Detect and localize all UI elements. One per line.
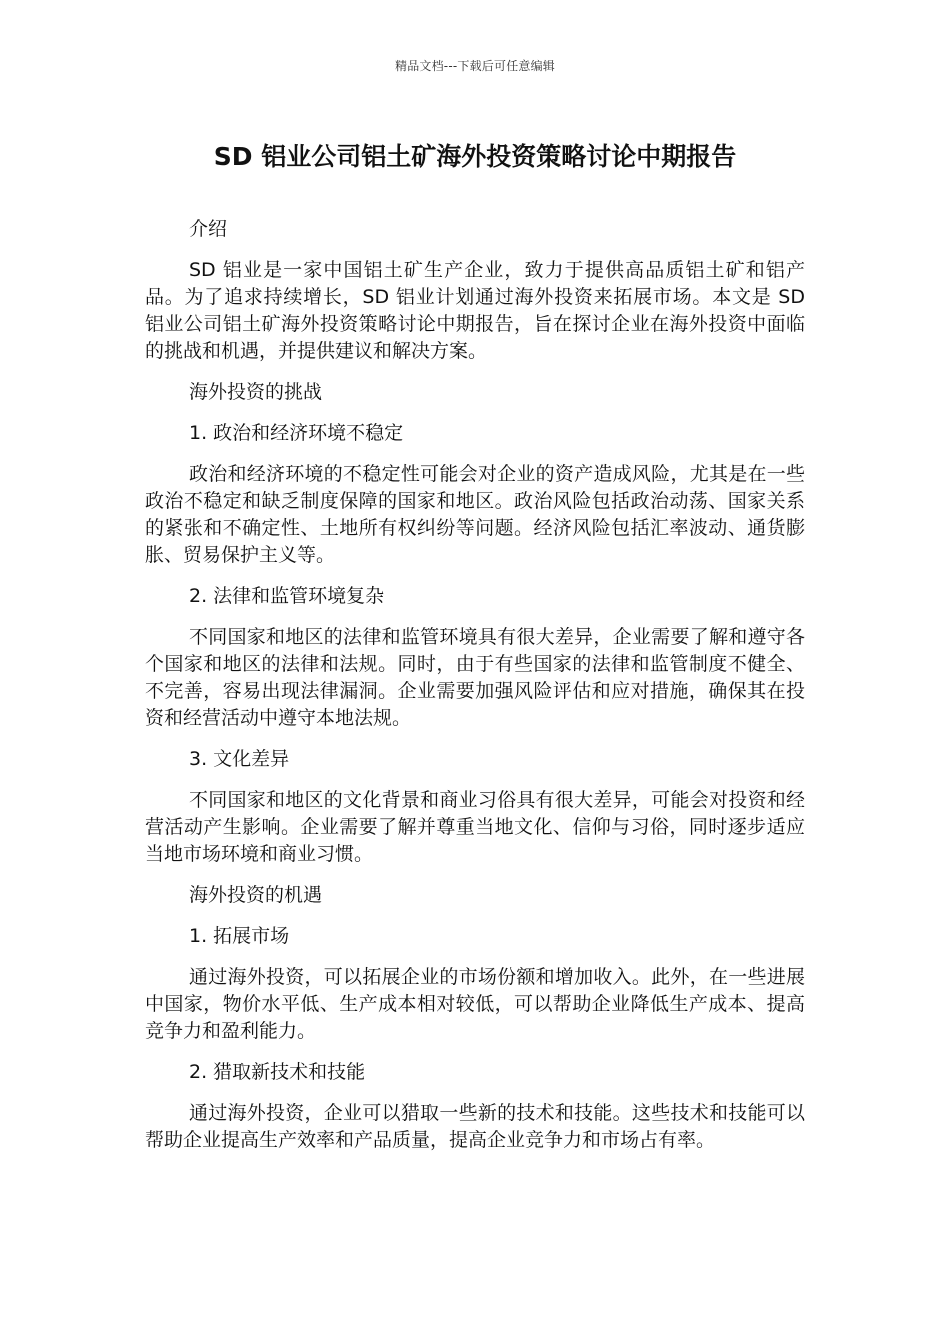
paragraph-cultural-differences: 不同国家和地区的文化背景和商业习俗具有很大差异，可能会对投资和经营活动产生影响。企业需要了解并尊重当地文化、信仰与习俗，同时逐步适应当地市场环境和商业习惯。 [145, 789, 805, 865]
paragraph-expand-market: 通过海外投资，可以拓展企业的市场份额和增加收入。此外，在一些进展中国家，物价水平低、生产成本相对较低，可以帮助企业降低生产成本、提高竞争力和盈利能力。 [145, 966, 805, 1042]
subheading-political-economic: 1. 政治和经济环境不稳定 [189, 422, 404, 444]
section-heading-intro: 介绍 [189, 218, 228, 240]
subheading-cultural-differences: 3. 文化差异 [189, 748, 290, 770]
section-heading-opportunities: 海外投资的机遇 [189, 884, 323, 906]
paragraph-intro: SD 铝业是一家中国铝土矿生产企业，致力于提供高品质铝土矿和铝产品。为了追求持续增长，SD 铝业计划通过海外投资来拓展市场。本文是 SD 铝业公司铝土矿海外投资策略讨论中期报告，旨在探讨企业在海外投资中面临的挑战和机遇，并提供建议和解决方案。 [145, 259, 805, 362]
paragraph-legal-regulatory: 不同国家和地区的法律和监管环境具有很大差异，企业需要了解和遵守各个国家和地区的法律和法规。同时，由于有些国家的法律和监管制度不健全、不完善，容易出现法律漏洞。企业需要加强风险评估和应对措施，确保其在投资和经营活动中遵守本地法规。 [145, 626, 805, 729]
paragraph-new-technology: 通过海外投资，企业可以猎取一些新的技术和技能。这些技术和技能可以帮助企业提高生产效率和产品质量，提高企业竞争力和市场占有率。 [145, 1102, 805, 1151]
paragraph-political-economic: 政治和经济环境的不稳定性可能会对企业的资产造成风险，尤其是在一些政治不稳定和缺乏制度保障的国家和地区。政治风险包括政治动荡、国家关系的紧张和不确定性、土地所有权纠纷等问题。经济风险包括汇率波动、通货膨胀、贸易保护主义等。 [145, 463, 805, 566]
subheading-new-technology: 2. 猎取新技术和技能 [189, 1061, 366, 1083]
document-body [145, 216, 805, 1168]
document-title: SD 铝业公司铝土矿海外投资策略讨论中期报告 [213, 142, 737, 171]
section-heading-challenges: 海外投资的挑战 [189, 381, 323, 403]
page-header: 精品文档---下载后可任意编辑 [395, 59, 555, 73]
subheading-legal-regulatory: 2. 法律和监管环境复杂 [189, 585, 385, 607]
subheading-expand-market: 1. 拓展市场 [189, 925, 290, 947]
